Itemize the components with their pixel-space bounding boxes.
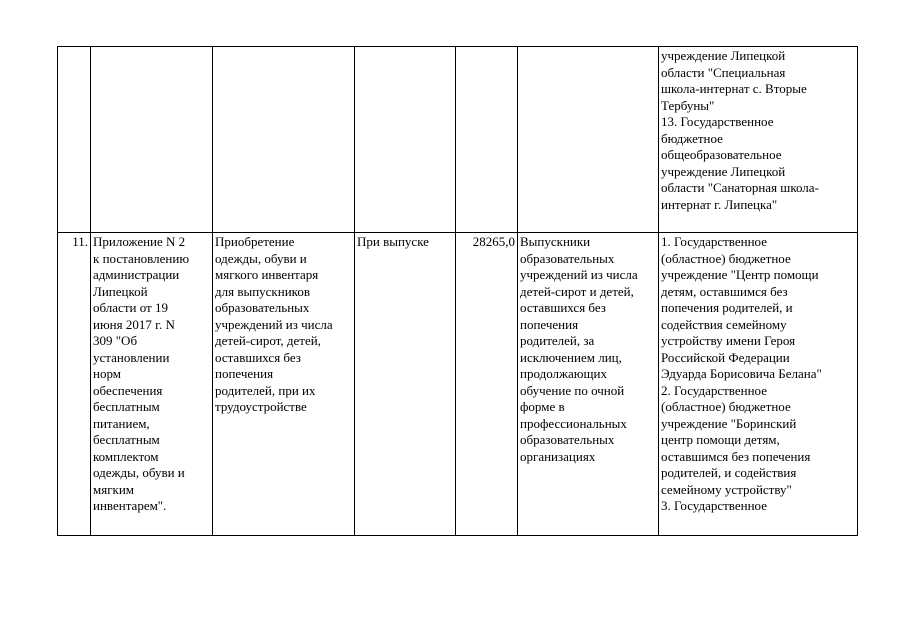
cell-amount: 28265,0	[456, 233, 518, 536]
cell-institutions: 1. Государственное (областное) бюджетное учреждение "Центр помощи детям, оставшимся без попечения родителей, и содействия семейному устройству имени Героя Российской Федерации Эдуарда Борисовича Белана" 2. Государственное (областное) бюджетное учреждение "Боринский центр помощи детям, оставшимся без попечения родителей, и содействия семейному устройству" 3. Государственное	[659, 233, 858, 536]
cell-frequency: При выпуске	[355, 233, 456, 536]
cell-purpose	[213, 47, 355, 233]
cell-number	[58, 47, 91, 233]
cell-number: 11.	[58, 233, 91, 536]
cell-document: Приложение N 2 к постановлению администрации Липецкой области от 19 июня 2017 г. N 309 "Об установлении норм обеспечения бесплатным питанием, бесплатным комплектом одежды, обуви и мягким инвентарем".	[91, 233, 213, 536]
cell-recipients	[518, 47, 659, 233]
table-row	[58, 47, 858, 233]
cell-institutions: учреждение Липецкой области "Специальная школа-интернат с. Вторые Тербуны" 13. Государственное бюджетное общеобразовательное учреждение Липецкой области "Санаторная школа- интернат г. Липецка"	[659, 47, 858, 233]
regulation-table	[57, 46, 858, 536]
cell-frequency	[355, 47, 456, 233]
cell-purpose: Приобретение одежды, обуви и мягкого инвентаря для выпускников образовательных учреждений из числа детей-сирот, детей, оставшихся без попечения родителей, при их трудоустройстве	[213, 233, 355, 536]
table-row	[58, 233, 858, 536]
cell-amount	[456, 47, 518, 233]
cell-document	[91, 47, 213, 233]
cell-recipients: Выпускники образовательных учреждений из числа детей-сирот и детей, оставшихся без попечения родителей, за исключением лиц, продолжающих обучение по очной форме в профессиональных образовательных организациях	[518, 233, 659, 536]
